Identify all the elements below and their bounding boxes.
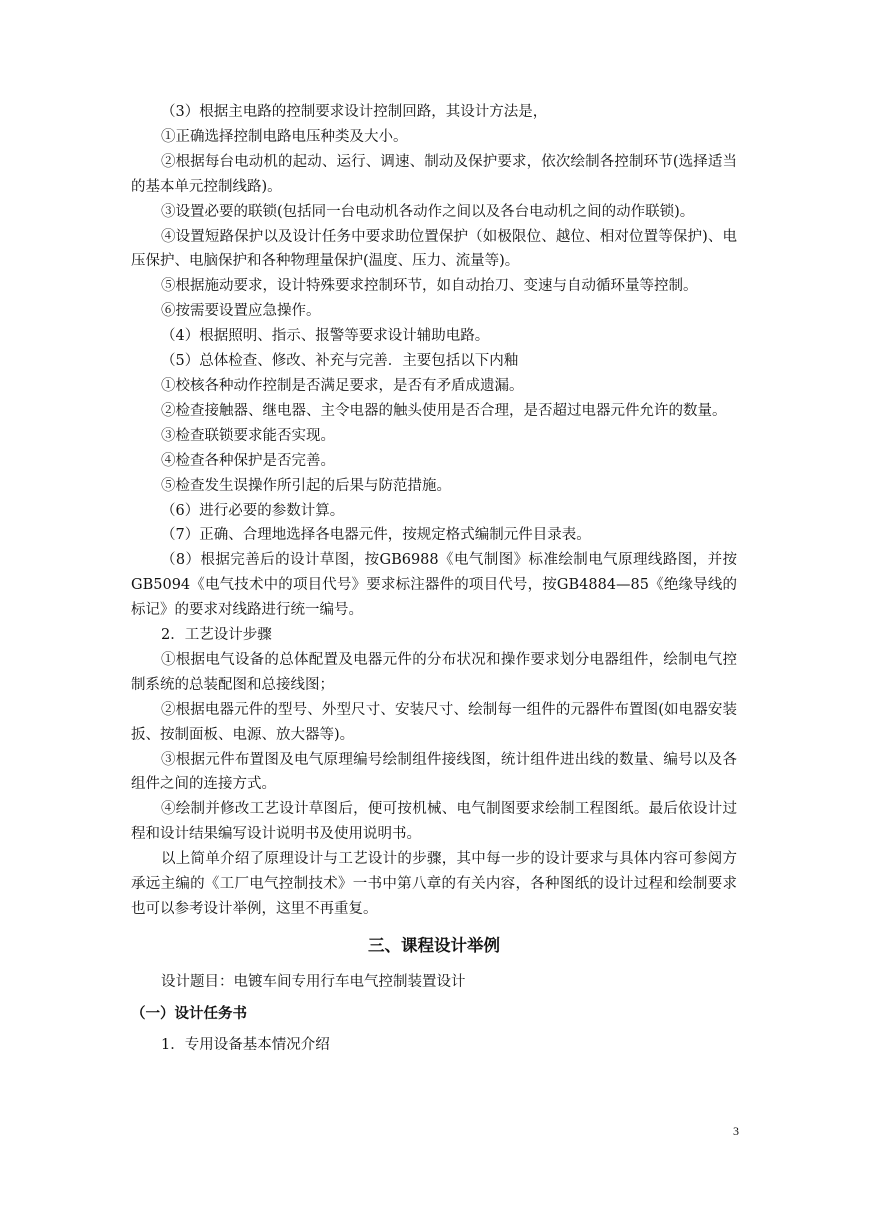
paragraph: ①正确选择控制电路电压种类及大小。 [161, 128, 408, 145]
paragraph: ⑤检查发生误操作所引起的后果与防范措施。 [161, 477, 451, 494]
page-number: 3 [733, 1124, 739, 1138]
page-content [131, 100, 737, 1064]
paragraph: ④检查各种保护是否完善。 [161, 452, 335, 469]
paragraph: ②根据电器元件的型号、外型尺寸、安装尺寸、绘制每一组件的元器件布置图(如电器安装扳、按制面板、电源、放大器等)。 [131, 701, 737, 743]
paragraph: ③根据元件布置图及电气原理编号绘制组件接线图，统计组件进出线的数量、编号以及各组件之间的连接方式。 [131, 751, 737, 793]
paragraph: 以上简单介绍了原理设计与工艺设计的步骤，其中每一步的设计要求与具体内容可参阅方承远主编的《工厂电气控制技术》一书中第八章的有关内容，各种图纸的设计过程和绘制要求也可以参考设计举例，这里不再重复。 [131, 851, 737, 917]
design-topic: 设计题目：电镀车间专用行车电气控制装置设计 [161, 973, 466, 990]
list-item: 1．专用设备基本情况介绍 [161, 1036, 330, 1053]
paragraph: ⑥按需要设置应急操作。 [161, 303, 321, 320]
paragraph: （3）根据主电路的控制要求设计控制回路，其设计方法是， [161, 104, 548, 120]
paragraph: （7）正确、合理地选择各电器元件，按规定格式编制元件目录表。 [161, 527, 591, 544]
section-heading: 三、课程设计举例 [368, 935, 500, 955]
paragraph: 2．工艺设计步骤 [161, 627, 272, 644]
paragraph: ⑤根据施动要求，设计特殊要求控制环节，如自动抬刀、变速与自动循环量等控制。 [161, 278, 698, 295]
paragraph-list [131, 100, 737, 922]
paragraph: （4）根据照明、指示、报警等要求设计辅助电路。 [161, 328, 490, 345]
paragraph: ③设置必要的联锁(包括同一台电动机各动作之间以及各台电动机之间的动作联锁)。 [161, 203, 695, 220]
subsection-title: （一）设计任务书 [131, 1005, 247, 1022]
paragraph: ④设置短路保护以及设计任务中要求助位置保护（如极限位、越位、相对位置等保护)、电压保护、电脑保护和各种物理量保护(温度、压力、流量等)。 [131, 228, 737, 270]
paragraph: ②根据每台电动机的起动、运行、调速、制动及保护要求，依次绘制各控制环节(选择适当的基本单元控制线路)。 [131, 153, 737, 195]
paragraph: ④绘制并修改工艺设计草图后，便可按机械、电气制图要求绘制工程图纸。最后依设计过程和设计结果编写设计说明书及使用说明书。 [131, 801, 737, 843]
paragraph: （8）根据完善后的设计草图，按GB6988《电气制图》标准绘制电气原理线路图，并按GB5094《电气技术中的项目代号》要求标注器件的项目代号，按GB4884—85《绝缘导线的标记》的要求对线路进行统一编号。 [131, 552, 737, 619]
paragraph: ①校核各种动作控制是否满足要求，是否有矛盾成遗漏。 [161, 377, 524, 394]
paragraph: （5）总体检查、修改、补充与完善．主要包括以下内釉 [161, 353, 519, 370]
paragraph: （6）进行必要的参数计算。 [161, 502, 345, 519]
paragraph: ②检查接触器、继电器、主令电器的触头使用是否合理，是否超过电器元件允许的数量。 [161, 402, 727, 419]
paragraph: ③检查联锁要求能否实现。 [161, 427, 335, 444]
paragraph: ①根据电气设备的总体配置及电器元件的分布状况和操作要求划分电器组件，绘制电气控制系统的总装配图和总接线图； [131, 651, 737, 693]
